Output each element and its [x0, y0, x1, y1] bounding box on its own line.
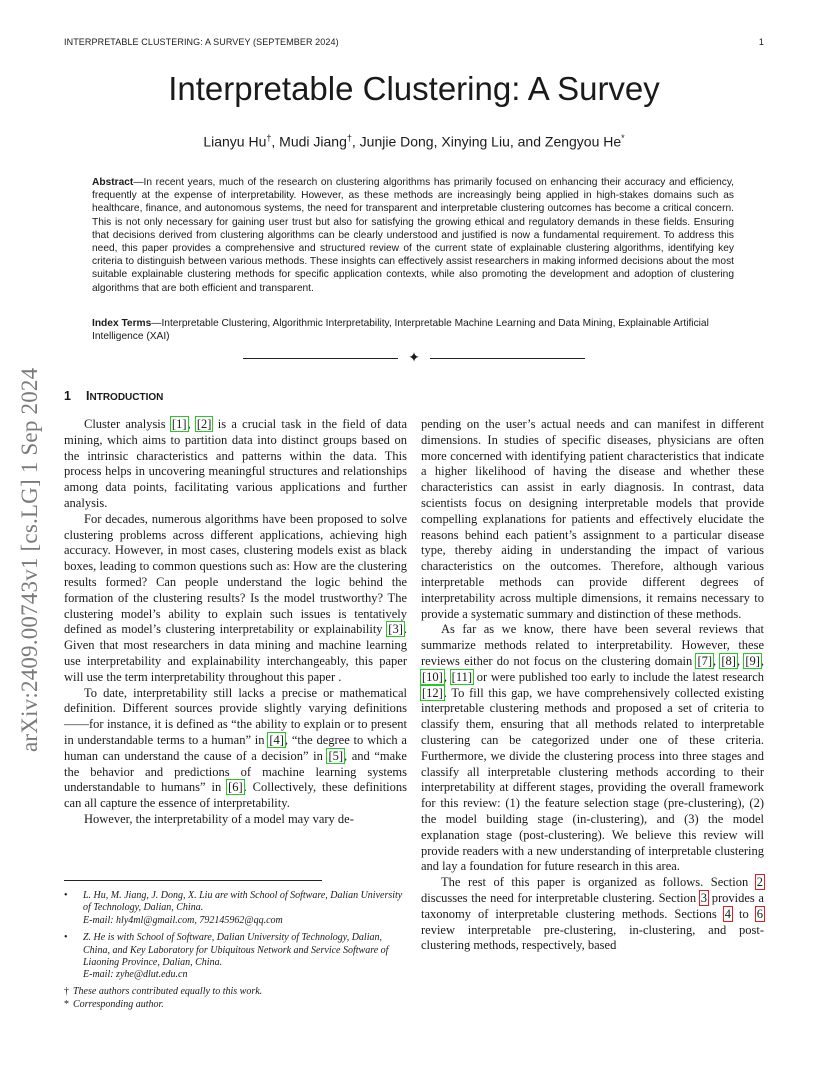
paragraph: Cluster analysis [1], [2] is a crucial task in the field of data mining, which aims to partition data into distinct groups based on the intrinsic characteristics and patterns within the data. This process helps in uncovering meaningful structures and relationships among data points, facilitating various applications and further analysis.	[64, 417, 408, 510]
footnote-equal-contribution: † These authors contributed equally to this work.	[64, 986, 263, 997]
citation-link[interactable]: [4]	[269, 732, 284, 747]
abstract	[92, 176, 734, 295]
footnote-list	[64, 890, 407, 987]
right-column	[421, 417, 764, 954]
bullet-icon: •	[64, 932, 68, 944]
index-terms-text: —Interpretable Clustering, Algorithmic Interpretability, Interpretable Machine Learning and Data Mining, Explainable Artificial Intelligence (XAI)	[92, 318, 709, 343]
paragraph: pending on the user’s actual needs and can manifest in different dimensions. In studies of specific diseases, physicians are often more concerned with identifying patient characteristics that indicate a higher likelihood of having the disease and whether these characteristics can assist in early diagnosis. In contrast, data scientists focus on designing interpretable models that provide compelling explanations for patients and effectively elucidate the reasons behind each patient’s assignment to a particular disease type, thereby aiding in understanding the impact of various characteristics on the outcomes. Therefore, although various interpretable methods can provide different degrees of interpretability across multiple dimensions, it remains necessary to provide a systematic summary and distinction of these methods.	[421, 417, 764, 621]
section-number: 1	[64, 389, 71, 403]
citation-link[interactable]: [2]	[196, 417, 212, 431]
citation-link[interactable]: [10]	[422, 669, 443, 684]
author-name: Mudi Jiang	[279, 133, 347, 150]
section-link[interactable]: 6	[756, 906, 763, 921]
bullet-icon: •	[64, 890, 68, 901]
index-terms-label: Index Terms	[92, 318, 152, 329]
section-title-rest: NTRODUCTION	[89, 392, 164, 403]
paragraph: As far as we know, there have been several reviews that summarize methods related to interpretability. However, these reviews either do not focus on the clustering domain [7], [8], [9], [10], [11] or were published too early to include the latest research [12]. To fill this gap, we have comprehensively collected existing interpretable clustering methods and proposed a set of criteria to classify them, ensuring that all methods related to interpretable clustering can be categorized under one of these criteria. Furthermore, we divide the clustering process into three stages and classify all interpretable clustering methods according to their interpretability at different stages, providing the overall framework for this review: (1) the feature selection stage (pre-clustering), (2) the model building stage (in-clustering), and (3) the model explanation stage (post-clustering). We believe this review will provide readers with a new understanding of interpretable clustering and lay a foundation for future research in this area.	[421, 622, 765, 874]
index-terms	[92, 317, 734, 343]
citation-link[interactable]: [11]	[451, 669, 473, 684]
paper-title: Interpretable Clustering: A Survey	[168, 70, 660, 107]
citation-link[interactable]: [5]	[328, 748, 344, 763]
paragraph: For decades, numerous algorithms have been proposed to solve clustering problems across different applications, achieving high accuracy. However, in most cases, clustering models exist as black boxes, leading to common questions such as: How are the clustering results formed? Can people understand the logic behind the formation of the clustering results? Is the model trustworthy? The clustering model’s ability to explain such issues is tentatively defined as model’s clustering interpretability or explainability [3]. Given that most researchers in data mining and machine learning use interpretability and explainability interchangeably, this paper will use the term interpretability throughout this paper .	[64, 511, 407, 684]
paragraph: However, the interpretability of a model may vary de-	[84, 811, 354, 826]
citation-link[interactable]: [6]	[228, 780, 243, 795]
citation-link[interactable]: [12]	[422, 685, 443, 700]
paragraph: To date, interpretability still lacks a precise or mathematical definition. Different sources provide slightly varying definitions——for instance, it is defined as “the ability to explain or to present in understandable terms to a human” in [4], “the degree to which a human can understand the cause of a decision” in [5], and “make the behavior and predictions of machine learning systems understandable to humans” in [6]. Collectively, these definitions can all capture the essence of interpretability.	[64, 685, 408, 811]
author-mark: †	[346, 133, 352, 143]
divider-line-right	[430, 358, 585, 359]
section-heading	[64, 389, 163, 403]
author-list: Lianyu Hu†, Mudi Jiang†, Junjie Dong, Xinying Liu, and Zengyou He*	[203, 133, 625, 150]
citation-link[interactable]: [3]	[388, 622, 403, 637]
citation-link[interactable]: [1]	[171, 417, 187, 431]
paragraph: The rest of this paper is organized as follows. Section 2 discusses the need for interpretable clustering. Section 3 provides a taxonomy of interpretable clustering methods. Sections 4 to 6 review interpretable pre-clustering, in-clustering, and post-clustering methods, respectively, based	[421, 875, 764, 953]
divider-diamond-icon: ✦	[408, 351, 420, 366]
divider-line-left	[243, 358, 398, 359]
footnote-item: • Z. He is with School of Software, Dalian University of Technology, Dalian, China, and Key Laboratory for Ubiquitous Network and Service Software of Liaoning Province, Dalian, China. E-mail: zyhe@dlut.edu.cn	[64, 932, 389, 981]
section-link[interactable]: 3	[700, 890, 708, 905]
running-head	[64, 37, 764, 47]
left-column	[64, 417, 407, 828]
citation-link[interactable]: [9]	[745, 653, 760, 668]
footnote-corresponding: * Corresponding author.	[64, 999, 164, 1010]
author-mark: *	[621, 133, 625, 143]
section-link[interactable]: 2	[756, 875, 763, 890]
section-link[interactable]: 4	[724, 906, 731, 921]
citation-link[interactable]: [8]	[721, 653, 736, 668]
citation-link[interactable]: [7]	[697, 653, 713, 668]
running-head-title: INTERPRETABLE CLUSTERING: A SURVEY (SEPTEMBER 2024)	[64, 37, 339, 47]
author-name: Junjie Dong, Xinying Liu, and Zengyou He	[359, 133, 622, 150]
author-mark: †	[266, 133, 272, 143]
section-title-initial: I	[86, 389, 90, 403]
author-name: Lianyu Hu	[203, 133, 267, 150]
page-number: 1	[758, 37, 764, 47]
footnote-rule	[64, 880, 322, 881]
footnote-item: • L. Hu, M. Jiang, J. Dong, X. Liu are with School of Software, Dalian University of Technology, Dalian, China. E-mail: hly4ml@gmail.com, 792145962@qq.com	[64, 890, 403, 926]
arxiv-sidebar-stamp: arXiv:2409.00743v1 [cs.LG] 1 Sep 2024	[17, 367, 42, 752]
section-divider	[243, 351, 585, 367]
abstract-text: —In recent years, much of the research on clustering algorithms has primarily focused on enhancing their accuracy and efficiency, frequently at the expense of interpretability. However, as these methods are increasingly being applied in high-stakes domains such as healthcare, finance, and autonomous systems, the need for transparent and interpretable clustering outcomes has become a critical concern. This is not only necessary for gaining user trust but also for satisfying the growing ethical and regulatory demands in these fields. Ensuring that decisions derived from clustering algorithms can be clearly understood and justified is now a fundamental requirement. To address this need, this paper provides a comprehensive and structured review of the current state of explainable clustering algorithms, identifying key criteria to distinguish between various methods. These insights can effectively assist researchers in making informed decisions about the most suitable explainable clustering methods for specific application contexts, while also promoting the development and adoption of clustering algorithms that are both efficient and transparent.	[92, 177, 734, 294]
abstract-label: Abstract	[92, 177, 134, 188]
